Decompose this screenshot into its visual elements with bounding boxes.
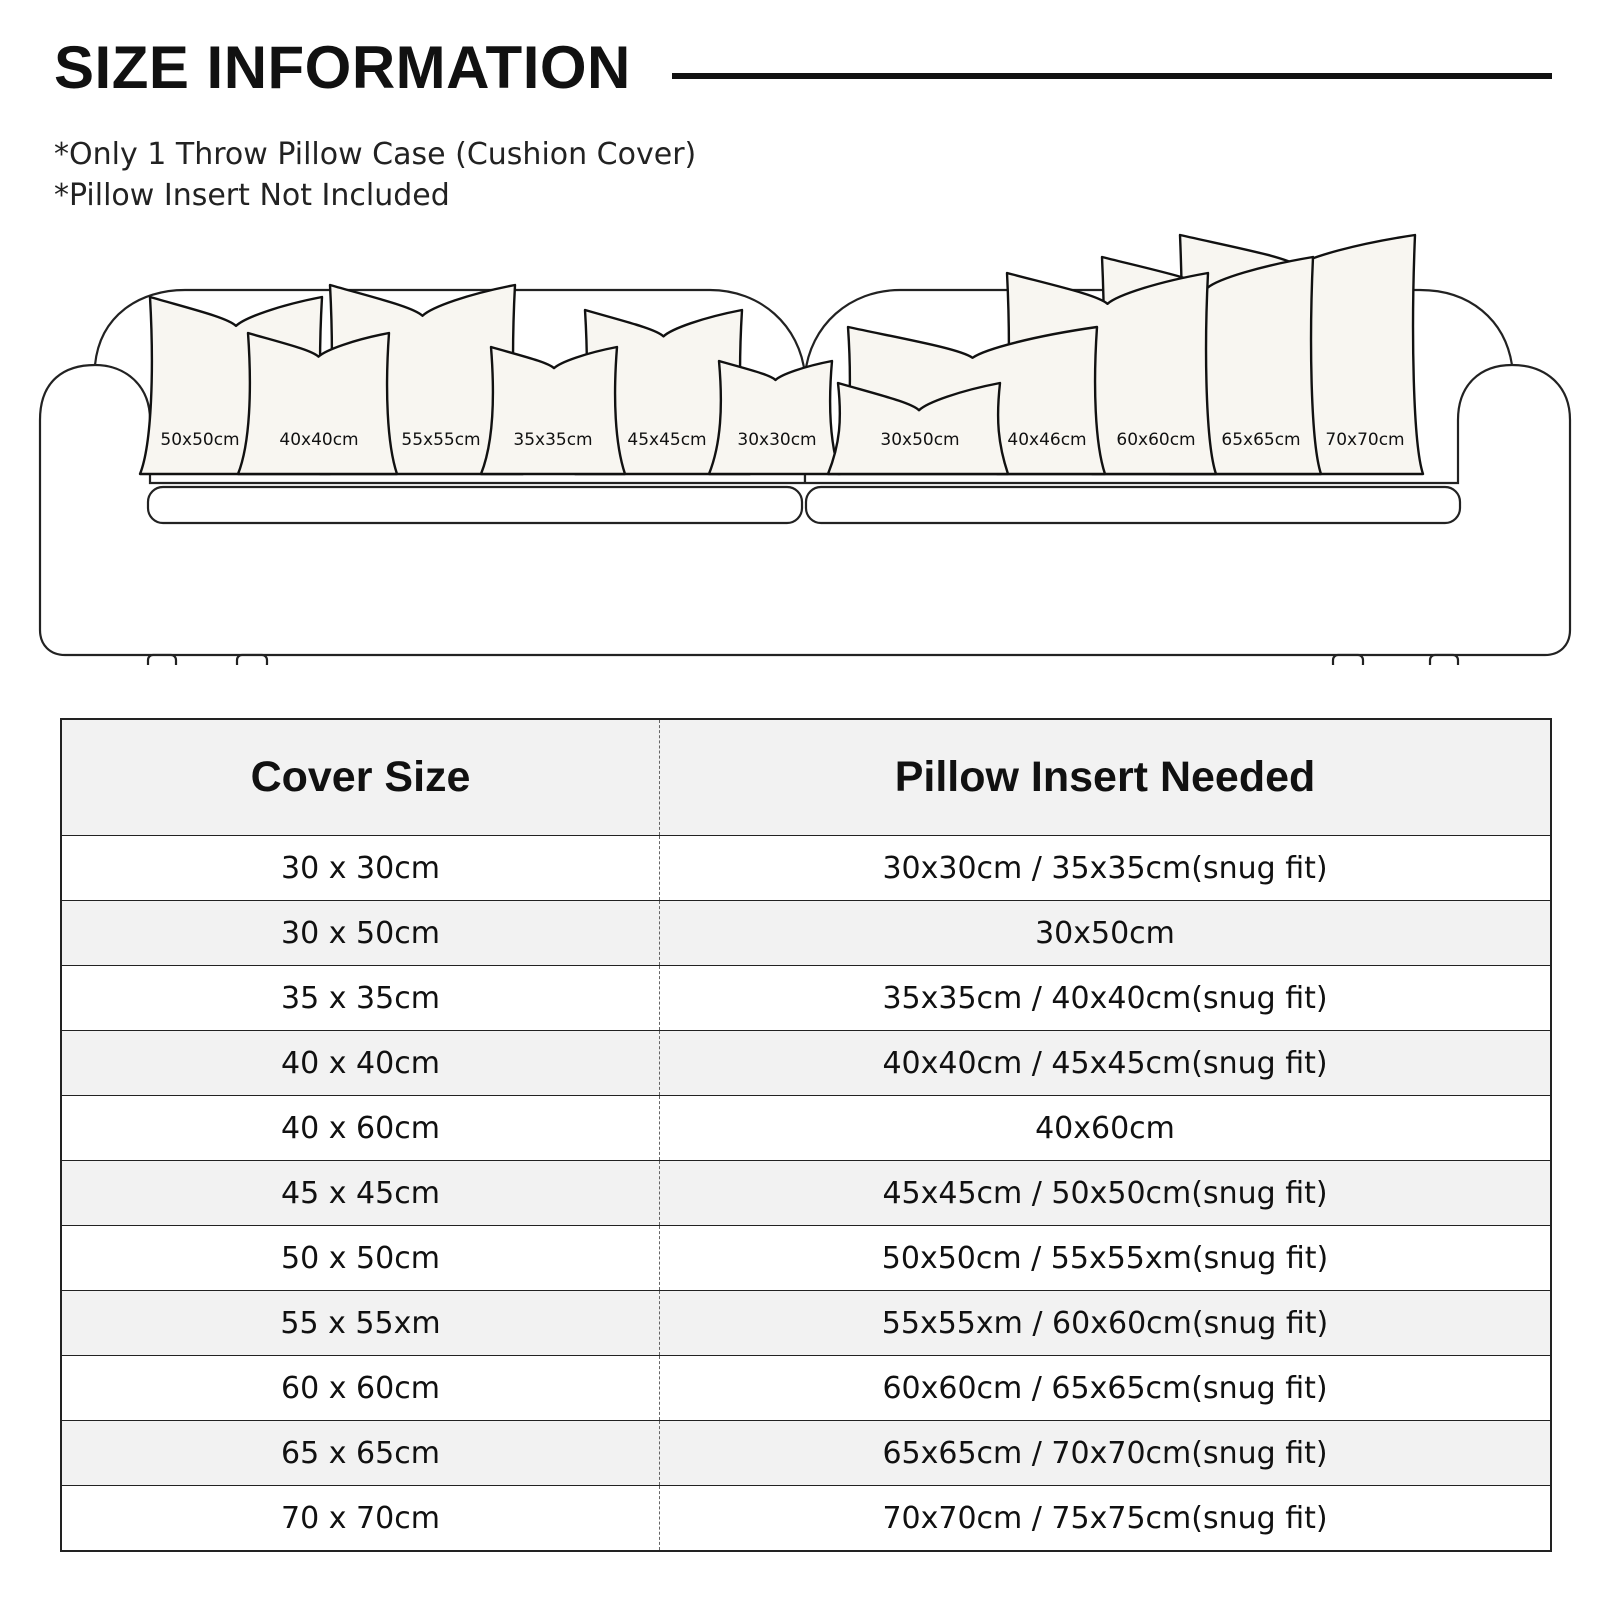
insert-needed-cell: 60x60cm / 65x65cm(snug fit) — [660, 1356, 1552, 1421]
cover-size-cell: 30 x 30cm — [61, 836, 660, 901]
insert-needed-cell: 30x30cm / 35x35cm(snug fit) — [660, 836, 1552, 901]
pillow-size-label: 30x50cm — [880, 430, 960, 450]
insert-needed-cell: 40x40cm / 45x45cm(snug fit) — [660, 1031, 1552, 1096]
seat-cushion-right — [806, 487, 1460, 523]
header-cover-size: Cover Size — [61, 719, 660, 836]
cover-size-cell: 40 x 60cm — [61, 1096, 660, 1161]
note-cover-only: *Only 1 Throw Pillow Case (Cushion Cover) — [54, 137, 697, 172]
cover-size-cell: 60 x 60cm — [61, 1356, 660, 1421]
pillow-size-label: 40x46cm — [1007, 430, 1087, 450]
table-row — [61, 1226, 1551, 1291]
pillow-shape — [709, 361, 840, 474]
table-row — [61, 966, 1551, 1031]
insert-needed-cell: 55x55xm / 60x60cm(snug fit) — [660, 1291, 1552, 1356]
insert-needed-cell: 50x50cm / 55x55xm(snug fit) — [660, 1226, 1552, 1291]
sofa-leg — [237, 655, 267, 665]
table-header-row — [61, 719, 1551, 836]
cover-size-cell: 70 x 70cm — [61, 1486, 660, 1552]
pillow-size-label: 50x50cm — [160, 430, 240, 450]
insert-needed-cell: 65x65cm / 70x70cm(snug fit) — [660, 1421, 1552, 1486]
table-row — [61, 1161, 1551, 1226]
size-table — [60, 718, 1552, 1552]
table-row — [61, 1291, 1551, 1356]
pillow-size-label: 70x70cm — [1325, 430, 1405, 450]
table-row — [61, 901, 1551, 966]
table-row — [61, 1096, 1551, 1161]
pillow-shape — [481, 347, 625, 474]
cover-size-cell: 65 x 65cm — [61, 1421, 660, 1486]
insert-needed-cell: 35x35cm / 40x40cm(snug fit) — [660, 966, 1552, 1031]
insert-needed-cell: 30x50cm — [660, 901, 1552, 966]
page-title: SIZE INFORMATION — [54, 34, 631, 101]
pillow-size-label: 65x65cm — [1221, 430, 1301, 450]
table-row — [61, 1356, 1551, 1421]
cover-size-cell: 40 x 40cm — [61, 1031, 660, 1096]
insert-needed-cell: 40x60cm — [660, 1096, 1552, 1161]
pillow-size-label: 40x40cm — [279, 430, 359, 450]
seat-cushion-left — [148, 487, 802, 523]
sofa-leg — [1430, 655, 1458, 665]
cover-size-cell: 45 x 45cm — [61, 1161, 660, 1226]
table-row — [61, 836, 1551, 901]
header-insert-needed: Pillow Insert Needed — [660, 719, 1552, 836]
insert-needed-cell: 70x70cm / 75x75cm(snug fit) — [660, 1486, 1552, 1552]
pillow-size-label: 30x30cm — [737, 430, 817, 450]
pillow-size-label: 60x60cm — [1116, 430, 1196, 450]
sofa-illustration — [0, 225, 1600, 665]
table-row — [61, 1031, 1551, 1096]
table-row — [61, 1486, 1551, 1552]
sofa-leg — [1333, 655, 1363, 665]
note-insert-not-included: *Pillow Insert Not Included — [54, 178, 450, 213]
cover-size-cell: 35 x 35cm — [61, 966, 660, 1031]
pillow-size-label: 45x45cm — [627, 430, 707, 450]
sofa-leg — [148, 655, 176, 665]
pillow-size-label: 55x55cm — [401, 430, 481, 450]
insert-needed-cell: 45x45cm / 50x50cm(snug fit) — [660, 1161, 1552, 1226]
pillow-size-label: 35x35cm — [513, 430, 593, 450]
table-row — [61, 1421, 1551, 1486]
cover-size-cell: 55 x 55xm — [61, 1291, 660, 1356]
cover-size-cell: 50 x 50cm — [61, 1226, 660, 1291]
notes — [54, 134, 696, 216]
cover-size-cell: 30 x 50cm — [61, 901, 660, 966]
title-divider — [672, 73, 1552, 79]
